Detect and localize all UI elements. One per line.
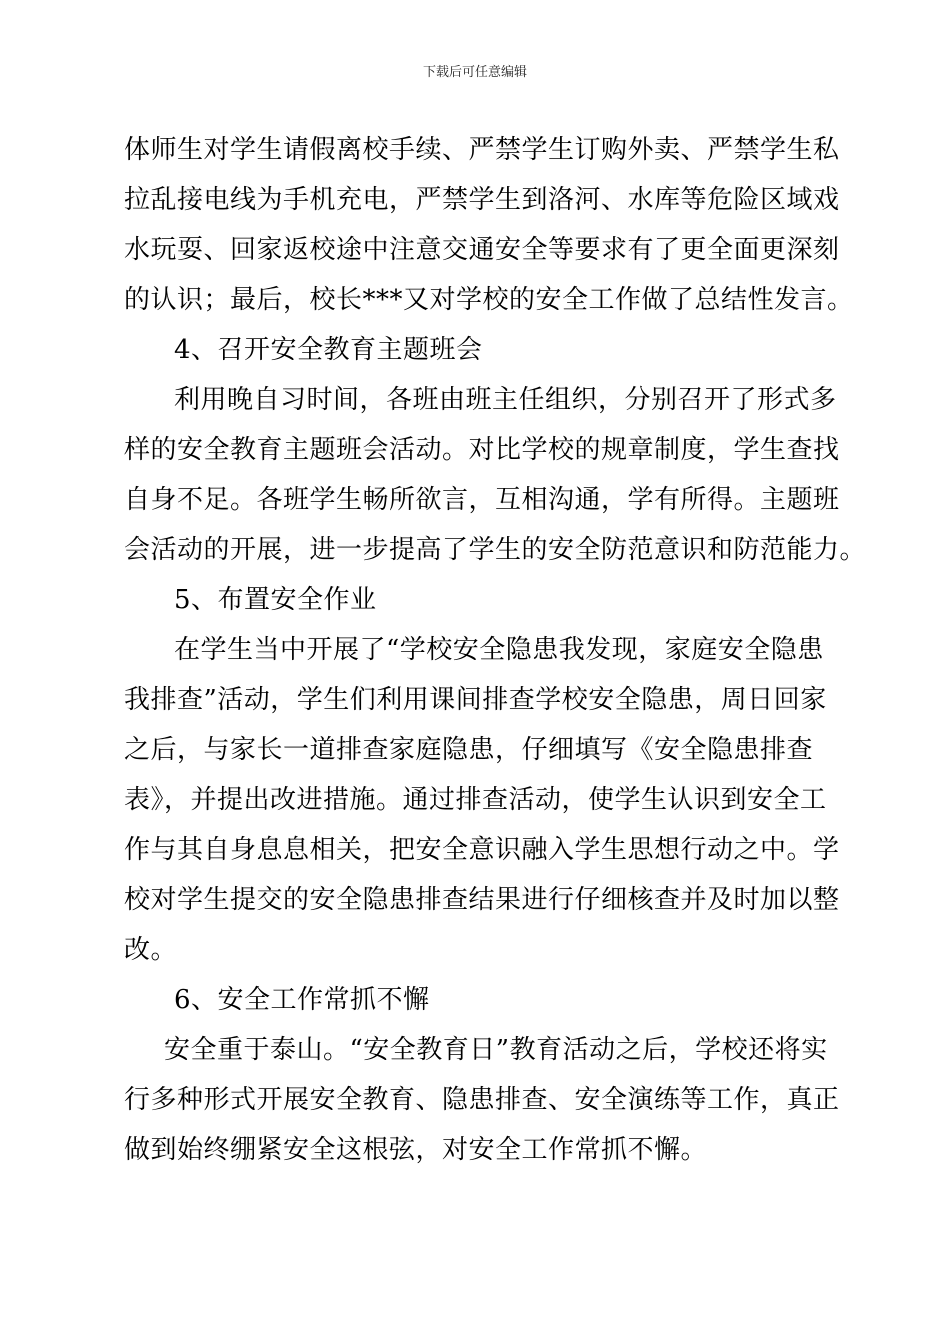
text-line: 拉乱接电线为手机充电，严禁学生到洛河、水库等危险区域戏 bbox=[124, 185, 840, 215]
page-header: 下载后可任意编辑 bbox=[422, 65, 527, 80]
text-line: 在学生当中开展了“学校安全隐患我发现，家庭安全隐患 bbox=[174, 635, 824, 665]
text-line: 自身不足。各班学生畅所欲言，互相沟通，学有所得。主题班 bbox=[124, 485, 840, 515]
text-line: 之后，与家长一道排查家庭隐患，仔细填写《安全隐患排查 bbox=[124, 735, 814, 765]
section-heading: 6、安全工作常抓不懈 bbox=[174, 985, 430, 1015]
text-line: 行多种形式开展安全教育、隐患排查、安全演练等工作，真正 bbox=[124, 1085, 840, 1115]
text-line: 安全重于泰山。“安全教育日”教育活动之后，学校还将实 bbox=[164, 1035, 828, 1065]
text-line: 利用晚自习时间，各班由班主任组织，分别召开了形式多 bbox=[174, 385, 837, 415]
text-line: 体师生对学生请假离校手续、严禁学生订购外卖、严禁学生私 bbox=[124, 135, 840, 165]
text-line: 我排查”活动，学生们利用课间排查学校安全隐患，周日回家 bbox=[124, 685, 827, 715]
text-line: 校对学生提交的安全隐患排查结果进行仔细核查并及时加以整 bbox=[124, 885, 840, 915]
text-line: 表》，并提出改进措施。通过排查活动，使学生认识到安全工 bbox=[124, 785, 827, 815]
section-heading: 5、布置安全作业 bbox=[174, 585, 377, 615]
text-line: 会活动的开展，进一步提高了学生的安全防范意识和防范能力。 bbox=[124, 535, 867, 565]
text-line: 做到始终绷紧安全这根弦，对安全工作常抓不懈。 bbox=[124, 1135, 708, 1165]
text-line: 的认识；最后，校长***又对学校的安全工作做了总结性发言。 bbox=[124, 285, 854, 315]
text-line: 改。 bbox=[124, 935, 178, 965]
section-heading: 4、召开安全教育主题班会 bbox=[174, 335, 483, 365]
text-line: 水玩耍、回家返校途中注意交通安全等要求有了更全面更深刻 bbox=[124, 235, 840, 265]
text-line: 样的安全教育主题班会活动。对比学校的规章制度，学生查找 bbox=[124, 435, 840, 465]
text-line: 作与其自身息息相关，把安全意识融入学生思想行动之中。学 bbox=[124, 835, 840, 865]
